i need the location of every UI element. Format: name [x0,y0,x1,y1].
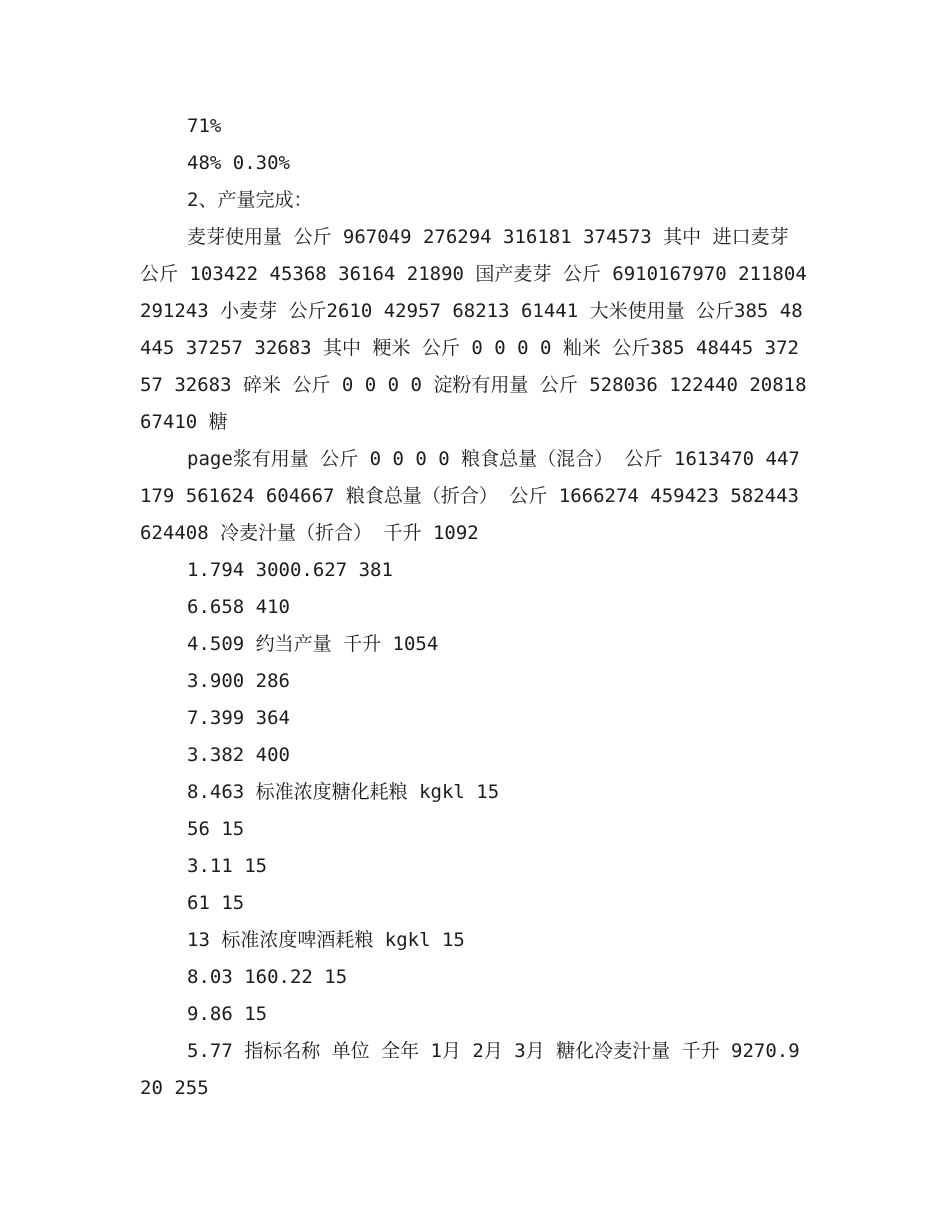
paragraph: 1.794 3000.627 381 [187,559,393,581]
paragraph: 8.03 160.22 15 [187,966,348,988]
paragraph: page浆有用量 公斤 0 0 0 0 粮食总量（混合） 公斤 1613470 447179 561624 604667 粮食总量（折合） 公斤 1666274 459423 582443 624408 冷麦汁量（折合） 千升 1092 [140,448,811,544]
paragraph: 9.86 15 [187,1003,268,1025]
paragraph: 4.509 约当产量 千升 1054 [187,633,439,655]
paragraph: 3.900 286 [187,670,290,692]
paragraph: 7.399 364 [187,707,290,729]
paragraph: 3.11 15 [187,855,268,877]
paragraph: 3.382 400 [187,744,290,766]
section-heading: 2、产量完成： [187,189,313,211]
paragraph: 61 15 [187,892,245,914]
paragraph: 56 15 [187,818,245,840]
paragraph: 13 标准浓度啤酒耗粮 kgkl 15 [187,929,465,951]
paragraph: 71% [187,115,222,137]
document-body [140,108,819,1107]
paragraph: 48% 0.30% [187,152,290,174]
paragraph: 5.77 指标名称 单位 全年 1月 2月 3月 糖化冷麦汁量 千升 9270.920 255 [140,1040,800,1099]
paragraph: 6.658 410 [187,596,290,618]
paragraph: 8.463 标准浓度糖化耗粮 kgkl 15 [187,781,500,803]
paragraph: 麦芽使用量 公斤 967049 276294 316181 374573 其中 进口麦芽 公斤 103422 45368 36164 21890 国产麦芽 公斤 6910167970 211804 291243 小麦芽 公斤2610 42957 68213 61441 大米使用量 公斤385 48445 37257 32683 其中 粳米 公斤 0 0 0 0 籼米 公斤385 48445 37257 32683 碎米 公斤 0 0 0 0 淀粉有用量 公斤 528036 122440 2081867410 糖 [140,226,819,433]
